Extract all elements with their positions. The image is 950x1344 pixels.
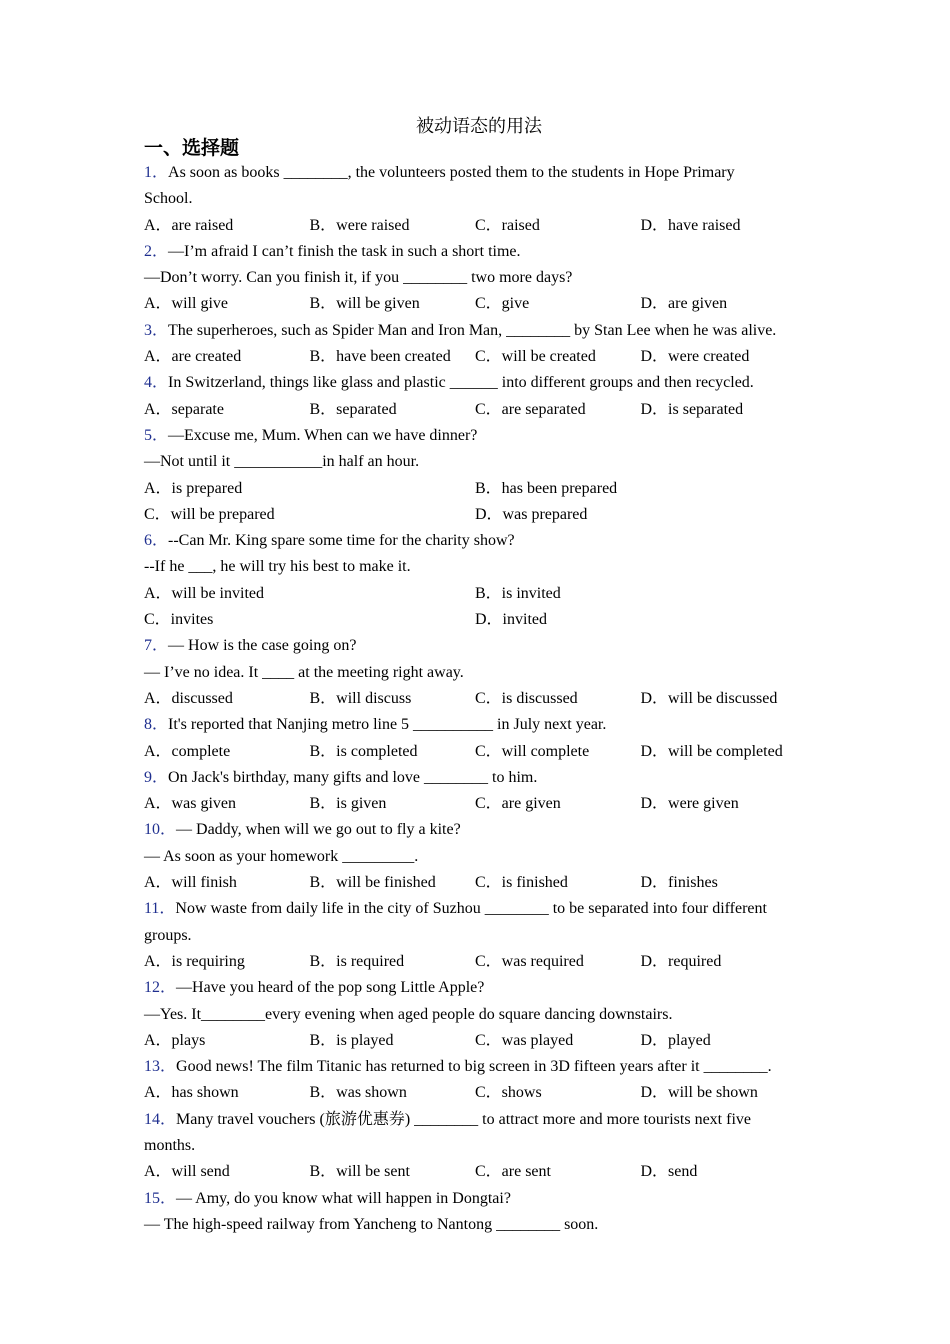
- question-line: [144, 160, 814, 186]
- page-title: 被动语态的用法: [416, 116, 542, 136]
- question-text: — I’ve no idea. It ____ at the meeting right away.: [144, 663, 464, 681]
- question: [144, 239, 814, 318]
- question-text: Now waste from daily life in the city of Suzhou ________ to be separated into four different: [175, 900, 767, 918]
- options-row: [144, 581, 814, 607]
- question-line: [144, 528, 814, 554]
- options-row: [144, 870, 814, 896]
- answer-option[interactable]: D．will be shown: [640, 1084, 758, 1102]
- answer-option[interactable]: D．have raised: [640, 216, 741, 234]
- answer-option[interactable]: A．will give: [144, 295, 228, 313]
- answer-option[interactable]: D．is separated: [640, 400, 744, 418]
- answer-option[interactable]: C．was required: [475, 952, 584, 970]
- answer-option[interactable]: B．was shown: [309, 1084, 407, 1102]
- question-line: [144, 1186, 814, 1212]
- answer-option[interactable]: D．played: [640, 1031, 711, 1049]
- question-line: [144, 817, 814, 843]
- question-number: 10．: [144, 821, 177, 839]
- question-number: 1．: [144, 164, 169, 181]
- options-row: [144, 213, 814, 239]
- question-text: In Switzerland, things like glass and plastic ______ into different groups and then recycled.: [168, 374, 754, 392]
- options-row: [144, 739, 814, 765]
- question: [144, 1186, 814, 1239]
- question-text: — The high-speed railway from Yancheng to Nantong ________ soon.: [144, 1215, 599, 1233]
- question: [144, 975, 814, 1054]
- answer-option[interactable]: D．will be discussed: [640, 689, 778, 707]
- question-text: --If he ___, he will try his best to make it.: [144, 558, 411, 576]
- answer-option[interactable]: A．will send: [144, 1163, 230, 1181]
- question-text: —Have you heard of the pop song Little Apple?: [176, 979, 485, 997]
- question: [144, 1107, 814, 1186]
- answer-option[interactable]: A．complete: [144, 742, 231, 760]
- worksheet-page: [144, 112, 814, 1238]
- answer-option[interactable]: A．has shown: [144, 1084, 239, 1102]
- options-row: [144, 1028, 814, 1054]
- answer-option[interactable]: C．give: [475, 295, 530, 313]
- options-row: [144, 397, 814, 423]
- answer-option[interactable]: B．separated: [309, 400, 397, 418]
- question: [144, 817, 814, 896]
- answer-option[interactable]: C．are separated: [475, 400, 586, 418]
- options-row: [144, 1080, 814, 1106]
- options-row: [144, 502, 814, 528]
- question-text: — As soon as your homework _________.: [144, 847, 419, 865]
- question-line: [144, 844, 814, 870]
- answer-option[interactable]: D．were given: [640, 795, 739, 813]
- question-line: [144, 1212, 814, 1238]
- question-text: --Can Mr. King spare some time for the charity show?: [168, 532, 515, 550]
- options-row: [144, 291, 814, 317]
- question-number: 5．: [144, 426, 169, 444]
- question-text: Many travel vouchers (旅游优惠券) ________ to attract more and more tourists next five: [176, 1110, 751, 1128]
- question-line: [144, 975, 814, 1001]
- answer-option[interactable]: D．invited: [475, 611, 547, 629]
- question-number: 12．: [144, 979, 177, 997]
- question-text: It's reported that Nanjing metro line 5 __________ in July next year.: [168, 716, 607, 734]
- answer-option[interactable]: C．is discussed: [475, 689, 578, 707]
- options-row: [144, 1159, 814, 1185]
- answer-option[interactable]: A．plays: [144, 1031, 206, 1049]
- question-text: —Not until it ___________in half an hour.: [144, 453, 420, 471]
- question-line: [144, 660, 814, 686]
- question-line: [144, 265, 814, 291]
- answer-option[interactable]: D．required: [640, 952, 722, 970]
- answer-option[interactable]: C．invites: [144, 611, 214, 629]
- answer-option[interactable]: B．is required: [309, 952, 405, 970]
- question-line: [144, 554, 814, 580]
- question-number: 15．: [144, 1189, 177, 1207]
- question-number: 6．: [144, 532, 169, 550]
- question-text: —Excuse me, Mum. When can we have dinner?: [168, 426, 478, 444]
- question: [144, 370, 814, 423]
- answer-option[interactable]: C．are given: [475, 795, 561, 813]
- question-line: [144, 1107, 814, 1133]
- question-number: 8．: [144, 716, 169, 734]
- question: [144, 1054, 814, 1107]
- answer-option[interactable]: B．is completed: [309, 742, 418, 760]
- question-text: School.: [144, 190, 193, 208]
- question-line: [144, 318, 814, 344]
- question-text: As soon as books ________, the volunteers posted them to the students in Hope Primary: [168, 164, 735, 181]
- answer-option[interactable]: B．will be given: [309, 295, 420, 313]
- question-line: [144, 712, 814, 738]
- question-line: [144, 896, 814, 922]
- answer-option[interactable]: C．raised: [475, 216, 540, 234]
- options-row: [144, 476, 814, 502]
- answer-option[interactable]: C．will be prepared: [144, 505, 275, 523]
- question: [144, 318, 814, 371]
- question-text: —I’m afraid I can’t finish the task in such a short time.: [168, 242, 521, 260]
- options-row: [144, 949, 814, 975]
- question-line: [144, 186, 814, 212]
- question-number: 11．: [144, 900, 176, 918]
- question-text: groups.: [144, 926, 192, 944]
- question: [144, 896, 814, 975]
- answer-option[interactable]: A．separate: [144, 400, 224, 418]
- question-text: — Daddy, when will we go out to fly a kite?: [176, 821, 461, 839]
- question-line: [144, 1002, 814, 1028]
- question-number: 14．: [144, 1110, 177, 1128]
- question-number: 3．: [144, 321, 169, 339]
- answer-option[interactable]: D．were created: [640, 348, 750, 366]
- answer-option[interactable]: C．are sent: [475, 1163, 551, 1181]
- question: [144, 160, 814, 239]
- answer-option[interactable]: A．will be invited: [144, 584, 264, 602]
- answer-option[interactable]: C．will be created: [475, 348, 596, 366]
- question-list: [144, 160, 814, 1238]
- question-text: —Yes. It________every evening when aged people do square dancing downstairs.: [144, 1005, 673, 1023]
- question: [144, 712, 814, 765]
- answer-option[interactable]: B．will be finished: [309, 874, 436, 892]
- question-text: months.: [144, 1136, 196, 1154]
- answer-option[interactable]: A．are raised: [144, 216, 234, 234]
- answer-option[interactable]: B．have been created: [309, 348, 451, 366]
- options-row: [144, 791, 814, 817]
- answer-option[interactable]: B．were raised: [309, 216, 410, 234]
- section-heading: 一、选择题: [144, 138, 240, 159]
- answer-option[interactable]: B．is invited: [475, 584, 561, 602]
- answer-option[interactable]: D．will be completed: [640, 742, 783, 760]
- answer-option[interactable]: D．was prepared: [475, 505, 588, 523]
- question-text: — How is the case going on?: [168, 637, 357, 655]
- question-number: 4．: [144, 374, 169, 392]
- question-number: 7．: [144, 637, 169, 655]
- question-line: [144, 449, 814, 475]
- answer-option[interactable]: A．is prepared: [144, 479, 243, 497]
- answer-option[interactable]: A．discussed: [144, 689, 233, 707]
- answer-option[interactable]: A．was given: [144, 795, 236, 813]
- question-line: [144, 239, 814, 265]
- question-line: [144, 923, 814, 949]
- question-line: [144, 1133, 814, 1159]
- question-line: [144, 633, 814, 659]
- answer-option[interactable]: B．will discuss: [309, 689, 412, 707]
- question-text: On Jack's birthday, many gifts and love ________ to him.: [168, 768, 538, 786]
- question-number: 9．: [144, 768, 169, 786]
- question: [144, 528, 814, 633]
- question-line: [144, 765, 814, 791]
- question-text: —Don’t worry. Can you finish it, if you ________ two more days?: [144, 269, 573, 287]
- answer-option[interactable]: C．is finished: [475, 874, 568, 892]
- question-text: The superheroes, such as Spider Man and Iron Man, ________ by Stan Lee when he was alive.: [168, 321, 777, 339]
- answer-option[interactable]: C．shows: [475, 1084, 542, 1102]
- answer-option[interactable]: B．is played: [309, 1031, 394, 1049]
- question-number: 2．: [144, 242, 169, 260]
- answer-option[interactable]: D．send: [640, 1163, 698, 1181]
- answer-option[interactable]: A．will finish: [144, 874, 237, 892]
- question: [144, 765, 814, 818]
- question-text: Good news! The film Titanic has returned to big screen in 3D fifteen years after it ________.: [176, 1058, 772, 1076]
- question-line: [144, 423, 814, 449]
- answer-option[interactable]: D．finishes: [640, 874, 718, 892]
- question-number: 13．: [144, 1058, 177, 1076]
- options-row: [144, 607, 814, 633]
- question-line: [144, 1054, 814, 1080]
- answer-option[interactable]: B．is given: [309, 795, 387, 813]
- answer-option[interactable]: A．is requiring: [144, 952, 245, 970]
- answer-option[interactable]: C．will complete: [475, 742, 590, 760]
- question-line: [144, 370, 814, 396]
- answer-option[interactable]: B．will be sent: [309, 1163, 410, 1181]
- answer-option[interactable]: C．was played: [475, 1031, 574, 1049]
- question-text: — Amy, do you know what will happen in Dongtai?: [176, 1189, 511, 1207]
- answer-option[interactable]: A．are created: [144, 348, 242, 366]
- options-row: [144, 686, 814, 712]
- question: [144, 423, 814, 528]
- options-row: [144, 344, 814, 370]
- question: [144, 633, 814, 712]
- answer-option[interactable]: D．are given: [640, 295, 728, 313]
- answer-option[interactable]: B．has been prepared: [475, 479, 618, 497]
